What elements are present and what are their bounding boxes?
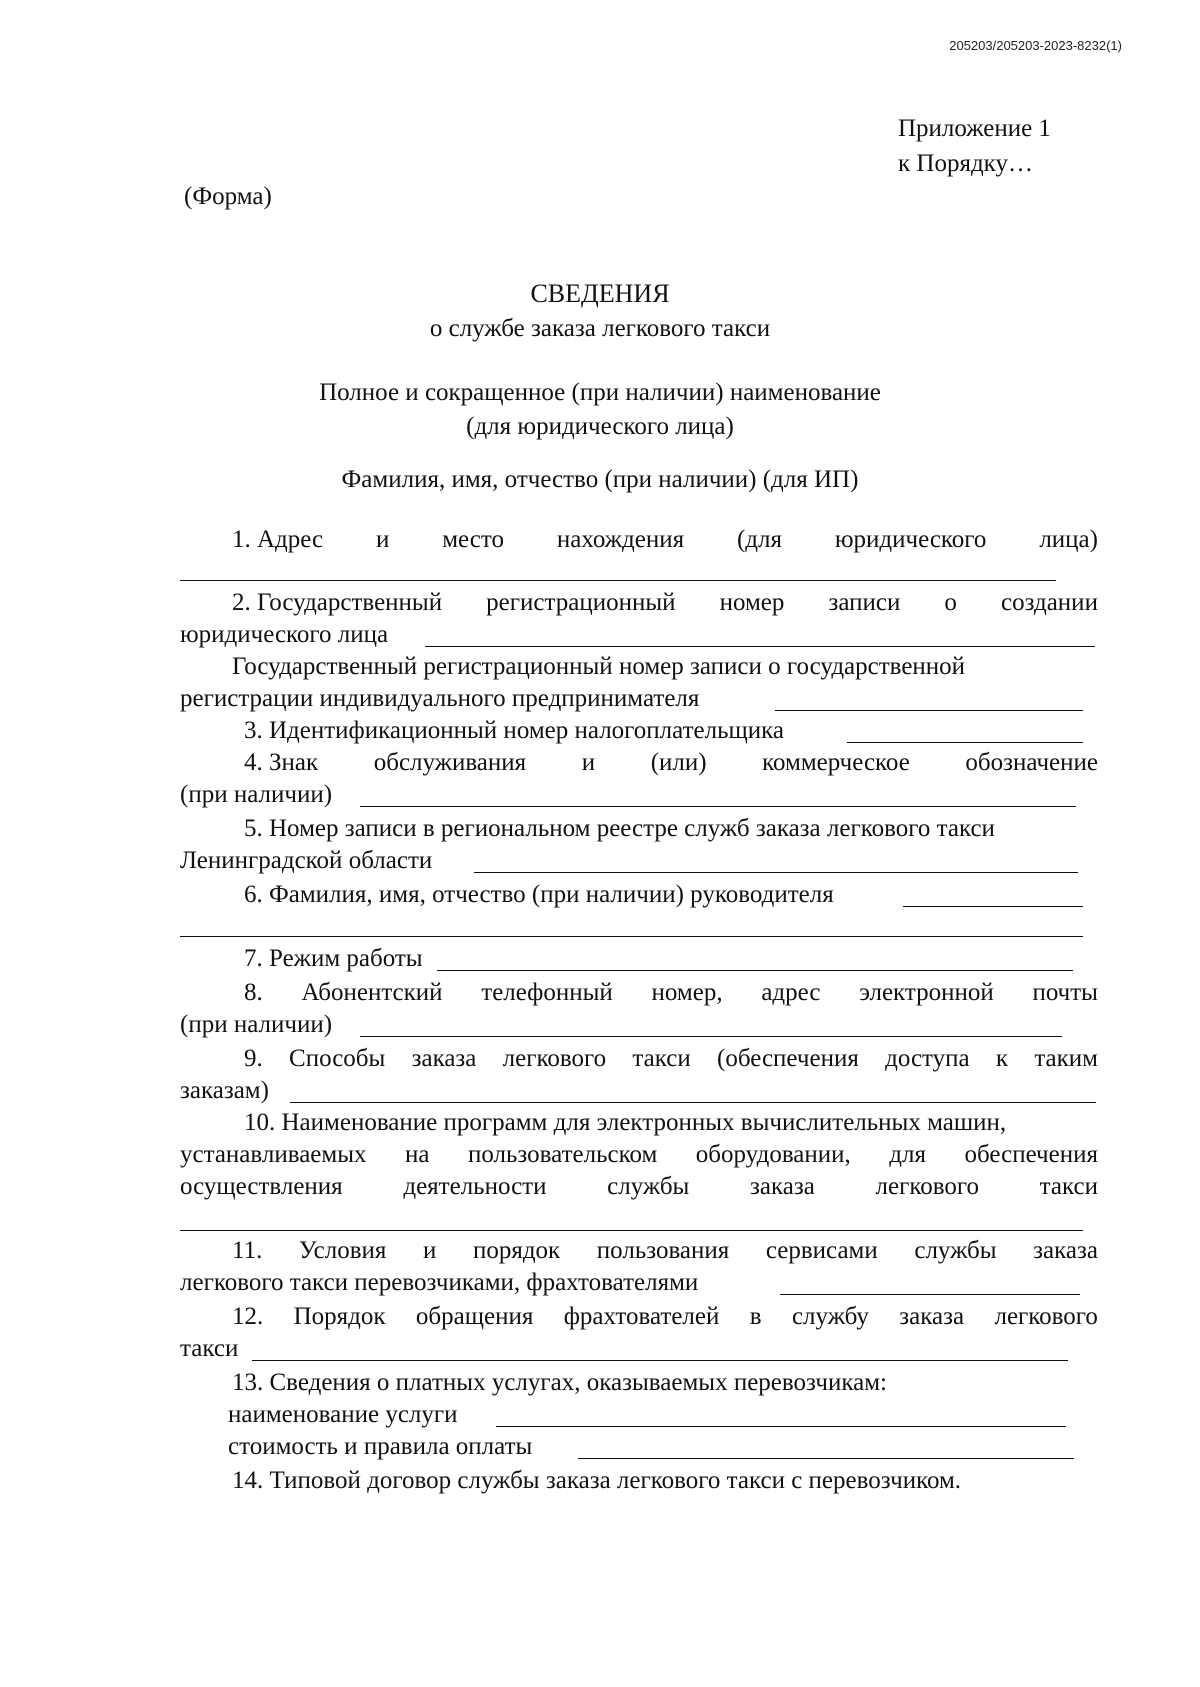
item-6-blank-line-b <box>180 936 1083 937</box>
item-2b-blank-line <box>775 710 1083 711</box>
item-13-cost-blank-line <box>578 1458 1074 1459</box>
fio-heading: Фамилия, имя, отчество (при наличии) (для ИП) <box>341 466 859 493</box>
item-7-blank-line <box>437 970 1073 971</box>
document-number: 205203/205203-2023-8232(1) <box>949 38 1122 53</box>
item-11-line2: легкового такси перевозчиками, фрахтователями <box>180 1269 699 1296</box>
item-8-blank-line <box>360 1036 1062 1037</box>
item-5-blank-line <box>474 872 1078 873</box>
document-title: СВЕДЕНИЯ <box>530 279 670 308</box>
item-8-line2: (при наличии) <box>180 1011 333 1038</box>
item-2-line2: юридического лица <box>180 621 389 648</box>
item-4-blank-line <box>360 806 1076 807</box>
item-13-line2: наименование услуги <box>228 1401 458 1428</box>
item-11-blank-line <box>780 1294 1080 1295</box>
item-3-blank-line <box>847 742 1083 743</box>
item-9-line2: заказам) <box>180 1077 269 1104</box>
item-10-line1: 10. Наименование программ для электронных вычислительных машин, <box>244 1109 1007 1136</box>
item-13-line3: стоимость и правила оплаты <box>228 1433 533 1460</box>
item-1-line1: 1. Адрес и место нахождения (для юридического лица) <box>232 526 1098 553</box>
item-12-line1: 12. Порядок обращения фрахтователей в службу заказа легкового <box>232 1303 1098 1330</box>
item-6: 6. Фамилия, имя, отчество (при наличии) руководителя <box>244 881 834 908</box>
item-2b-line1: Государственный регистрационный номер записи о государственной <box>232 653 966 680</box>
item-3: 3. Идентификационный номер налогоплательщика <box>244 717 785 744</box>
item-11-line1: 11. Условия и порядок пользования сервисами службы заказа <box>232 1237 1098 1264</box>
item-5-line2: Ленинградской области <box>180 847 433 874</box>
item-1-blank-line <box>180 580 1056 581</box>
item-5-line1: 5. Номер записи в региональном реестре служб заказа легкового такси <box>244 815 995 842</box>
item-12-line2: такси <box>180 1335 239 1362</box>
item-2-blank-line <box>425 646 1095 647</box>
item-2-line1: 2. Государственный регистрационный номер записи о создании <box>232 589 1098 616</box>
item-9-line1: 9. Способы заказа легкового такси (обеспечения доступа к таким <box>244 1045 1098 1072</box>
name-heading-line2: (для юридического лица) <box>466 413 734 440</box>
item-7: 7. Режим работы <box>244 945 423 972</box>
item-13-line1: 13. Сведения о платных услугах, оказываемых перевозчикам: <box>232 1369 887 1396</box>
form-label: (Форма) <box>184 183 272 210</box>
item-14: 14. Типовой договор службы заказа легкового такси с перевозчиком. <box>232 1467 962 1494</box>
item-13-service-blank-line <box>496 1426 1066 1427</box>
appendix-line2: к Порядку… <box>898 150 1033 177</box>
item-10-line3: осуществления деятельности службы заказа легкового такси <box>180 1173 1098 1200</box>
item-12-blank-line <box>252 1360 1068 1361</box>
item-10-blank-line <box>180 1230 1083 1231</box>
item-9-blank-line <box>290 1102 1096 1103</box>
item-6-blank-line-a <box>903 906 1083 907</box>
appendix-line1: Приложение 1 <box>898 115 1051 142</box>
item-4-line2: (при наличии) <box>180 781 333 808</box>
item-10-line2: устанавливаемых на пользовательском оборудовании, для обеспечения <box>180 1141 1098 1168</box>
item-8-line1: 8. Абонентский телефонный номер, адрес электронной почты <box>244 979 1098 1006</box>
item-2b-line2: регистрации индивидуального предпринимателя <box>180 685 700 712</box>
item-4-line1: 4. Знак обслуживания и (или) коммерческое обозначение <box>244 749 1098 776</box>
name-heading-line1: Полное и сокращенное (при наличии) наименование <box>319 379 881 406</box>
document-subtitle: о службе заказа легкового такси <box>429 315 771 342</box>
